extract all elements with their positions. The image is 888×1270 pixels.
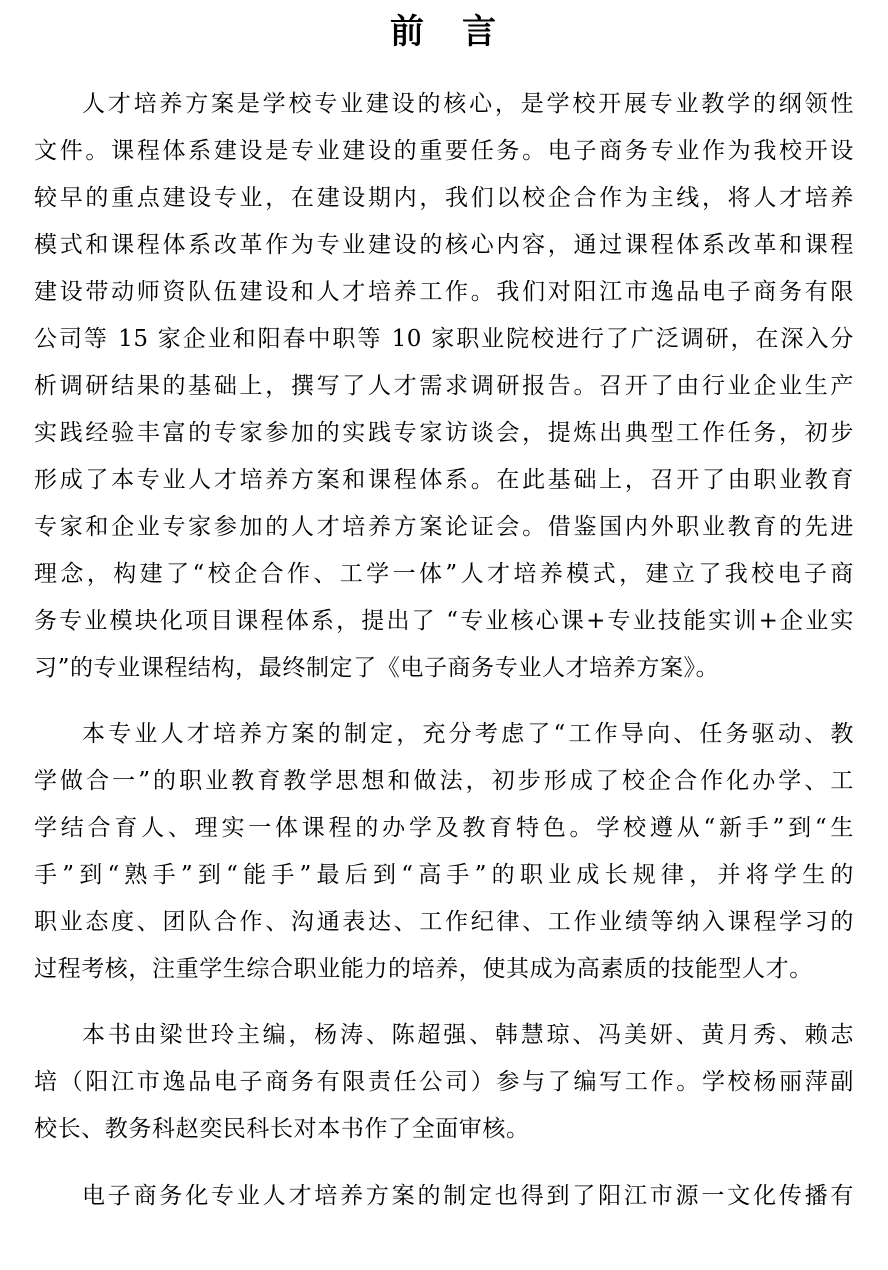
paragraph-3-line-3: 校长、教务科赵奕民科长对本书作了全面审核。 — [34, 1116, 530, 1142]
paragraph-3-line-2: 培（阳江市逸品电子商务有限责任公司）参与了编写工作。学校杨丽萍副 — [34, 1069, 854, 1095]
paragraph-1-line-12: 务专业模块化项目课程体系，提出了 “专业核心课+专业技能实训+企业实 — [34, 608, 854, 634]
paragraph-1-line-4: 模式和课程体系改革作为专业建设的核心内容，通过课程体系改革和课程 — [34, 232, 854, 258]
paragraph-1-line-13: 习”的专业课程结构，最终制定了《电子商务专业人才培养方案》。 — [34, 655, 720, 681]
paragraph-1-line-11: 理念，构建了“校企合作、工学一体”人才培养模式，建立了我校电子商 — [34, 561, 854, 587]
page-title: 前 言 — [390, 12, 498, 52]
paragraph-1-line-6: 公司等 15 家企业和阳春中职等 10 家职业院校进行了广泛调研，在深入分 — [34, 326, 854, 352]
paragraph-1-line-7: 析调研结果的基础上，撰写了人才需求调研报告。召开了由行业企业生产 — [34, 373, 854, 399]
paragraph-1-line-1: 人才培养方案是学校专业建设的核心，是学校开展专业教学的纲领性 — [82, 91, 854, 117]
paragraph-2-line-5: 职业态度、团队合作、沟通表达、工作纪律、工作业绩等纳入课程学习的 — [34, 909, 854, 935]
paragraph-2-line-1: 本专业人才培养方案的制定，充分考虑了“工作导向、任务驱动、教 — [82, 721, 854, 747]
paragraph-2-line-3: 学结合育人、理实一体课程的办学及教育特色。学校遵从“新手”到“生 — [34, 815, 854, 841]
paragraph-2-line-2: 学做合一”的职业教育教学思想和做法，初步形成了校企合作化办学、工 — [34, 768, 854, 794]
paragraph-1-line-2: 文件。课程体系建设是专业建设的重要任务。电子商务专业作为我校开设 — [34, 138, 854, 164]
paragraph-1-line-3: 较早的重点建设专业，在建设期内，我们以校企合作为主线，将人才培养 — [34, 185, 854, 211]
paragraph-1-line-10: 专家和企业专家参加的人才培养方案论证会。借鉴国内外职业教育的先进 — [34, 514, 854, 540]
paragraph-2-line-6: 过程考核，注重学生综合职业能力的培养，使其成为高素质的技能型人才。 — [34, 956, 813, 982]
paragraph-2-line-4: 手”到“熟手”到“能手”最后到“高手”的职业成长规律，并将学生的 — [34, 862, 854, 888]
paragraph-1-line-5: 建设带动师资队伍建设和人才培养工作。我们对阳江市逸品电子商务有限 — [34, 279, 854, 305]
paragraph-4-line-1: 电子商务化专业人才培养方案的制定也得到了阳江市源一文化传播有 — [82, 1183, 854, 1209]
paragraph-3-line-1: 本书由梁世玲主编，杨涛、陈超强、韩慧琼、冯美妍、黄月秀、赖志 — [82, 1022, 854, 1048]
paragraph-1-line-9: 形成了本专业人才培养方案和课程体系。在此基础上，召开了由职业教育 — [34, 467, 854, 493]
paragraph-1-line-8: 实践经验丰富的专家参加的实践专家访谈会，提炼出典型工作任务，初步 — [34, 420, 854, 446]
